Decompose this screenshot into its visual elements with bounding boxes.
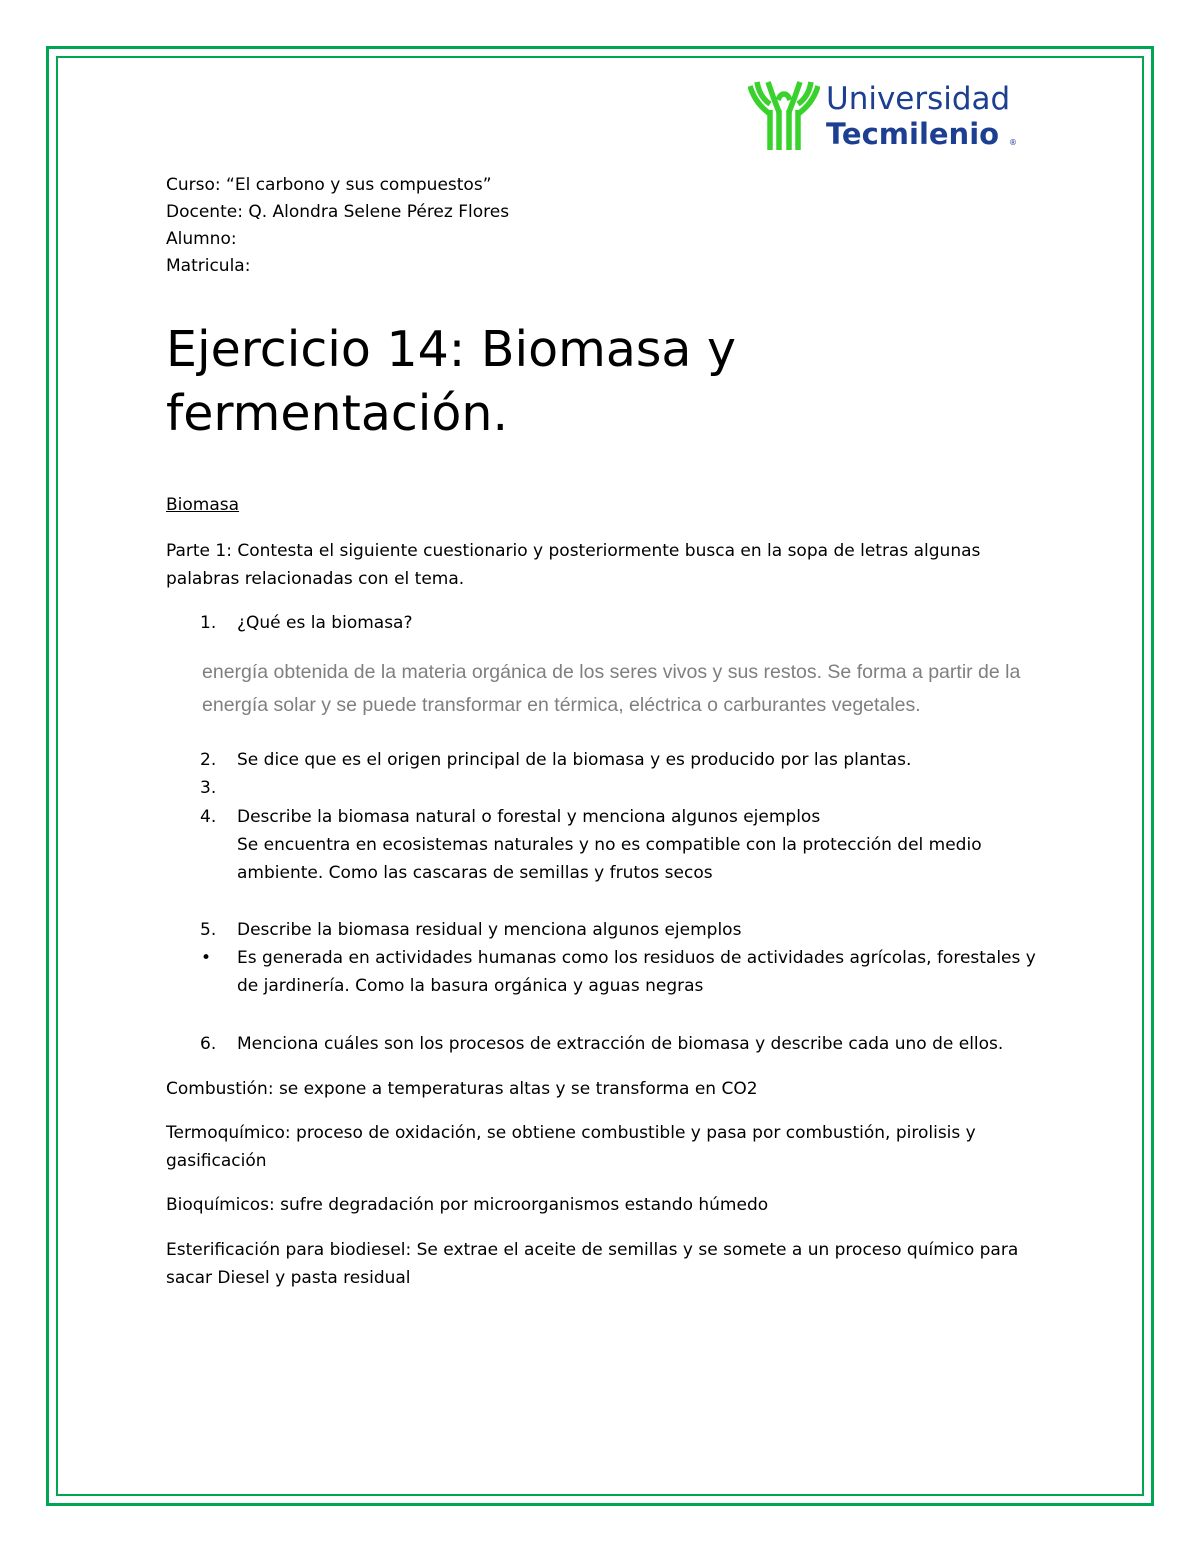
question-number: 1. [200,613,217,633]
question-number: 4. [200,807,217,827]
question-text: Menciona cuáles son los procesos de extracción de biomasa y describe cada uno de ellos. [237,1034,1004,1054]
tecmilenio-logo-icon [748,78,820,150]
logo-registered-mark: ® [1009,138,1017,147]
process-combustion: Combustión: se expone a temperaturas altas y se transforma en CO2 [166,1079,758,1099]
document-title: Ejercicio 14: Biomasa y fermentación. [166,321,736,442]
answer-q5: Es generada en actividades humanas como los residuos de actividades agrícolas, forestales y de jardinería. Como la basura orgánica y aguas negras [237,948,1036,996]
bullet-point: • [201,948,212,968]
process-esterification: Esterificación para biodiesel: Se extrae el aceite de semillas y se somete a un proceso químico para sacar Diesel y pasta residual [166,1240,1019,1288]
answer-q1: energía obtenida de la materia orgánica de los seres vivos y sus restos. Se forma a partir de la energía solar y se puede transformar en térmica, eléctrica o carburantes vegetales. [202,661,1021,716]
course-line: Curso: “El carbono y sus compuestos” [166,175,492,195]
question-text: Describe la biomasa natural o forestal y menciona algunos ejemplos [237,807,821,827]
process-thermochemical: Termoquímico: proceso de oxidación, se obtiene combustible y pasa por combustión, pirolisis y gasificación [166,1123,976,1171]
logo-text-tecmilenio: Tecmilenio [826,117,1000,151]
id-line: Matricula: [166,256,251,276]
question-number: 6. [200,1034,217,1054]
question-number: 2. [200,750,217,770]
teacher-line: Docente: Q. Alondra Selene Pérez Flores [166,202,510,222]
process-biochemical: Bioquímicos: sufre degradación por microorganismos estando húmedo [166,1195,769,1215]
question-number: 5. [200,920,217,940]
question-text: ¿Qué es la biomasa? [237,613,413,633]
question-text: Describe la biomasa residual y menciona algunos ejemplos [237,920,742,940]
logo-text-universidad: Universidad [826,81,1011,117]
answer-q4: Se encuentra en ecosistemas naturales y no es compatible con la protección del medio ambiente. Como las cascaras de semillas y frutos secos [237,835,982,883]
section-heading: Biomasa [166,495,240,515]
question-number: 3. [200,778,217,798]
student-line: Alumno: [166,229,237,249]
question-text: Se dice que es el origen principal de la biomasa y es producido por las plantas. [237,750,912,770]
intro-paragraph: Parte 1: Contesta el siguiente cuestionario y posteriormente busca en la sopa de letras algunas palabras relacionadas con el tema. [166,541,981,589]
university-logo [748,78,1023,153]
document-header [166,172,509,280]
